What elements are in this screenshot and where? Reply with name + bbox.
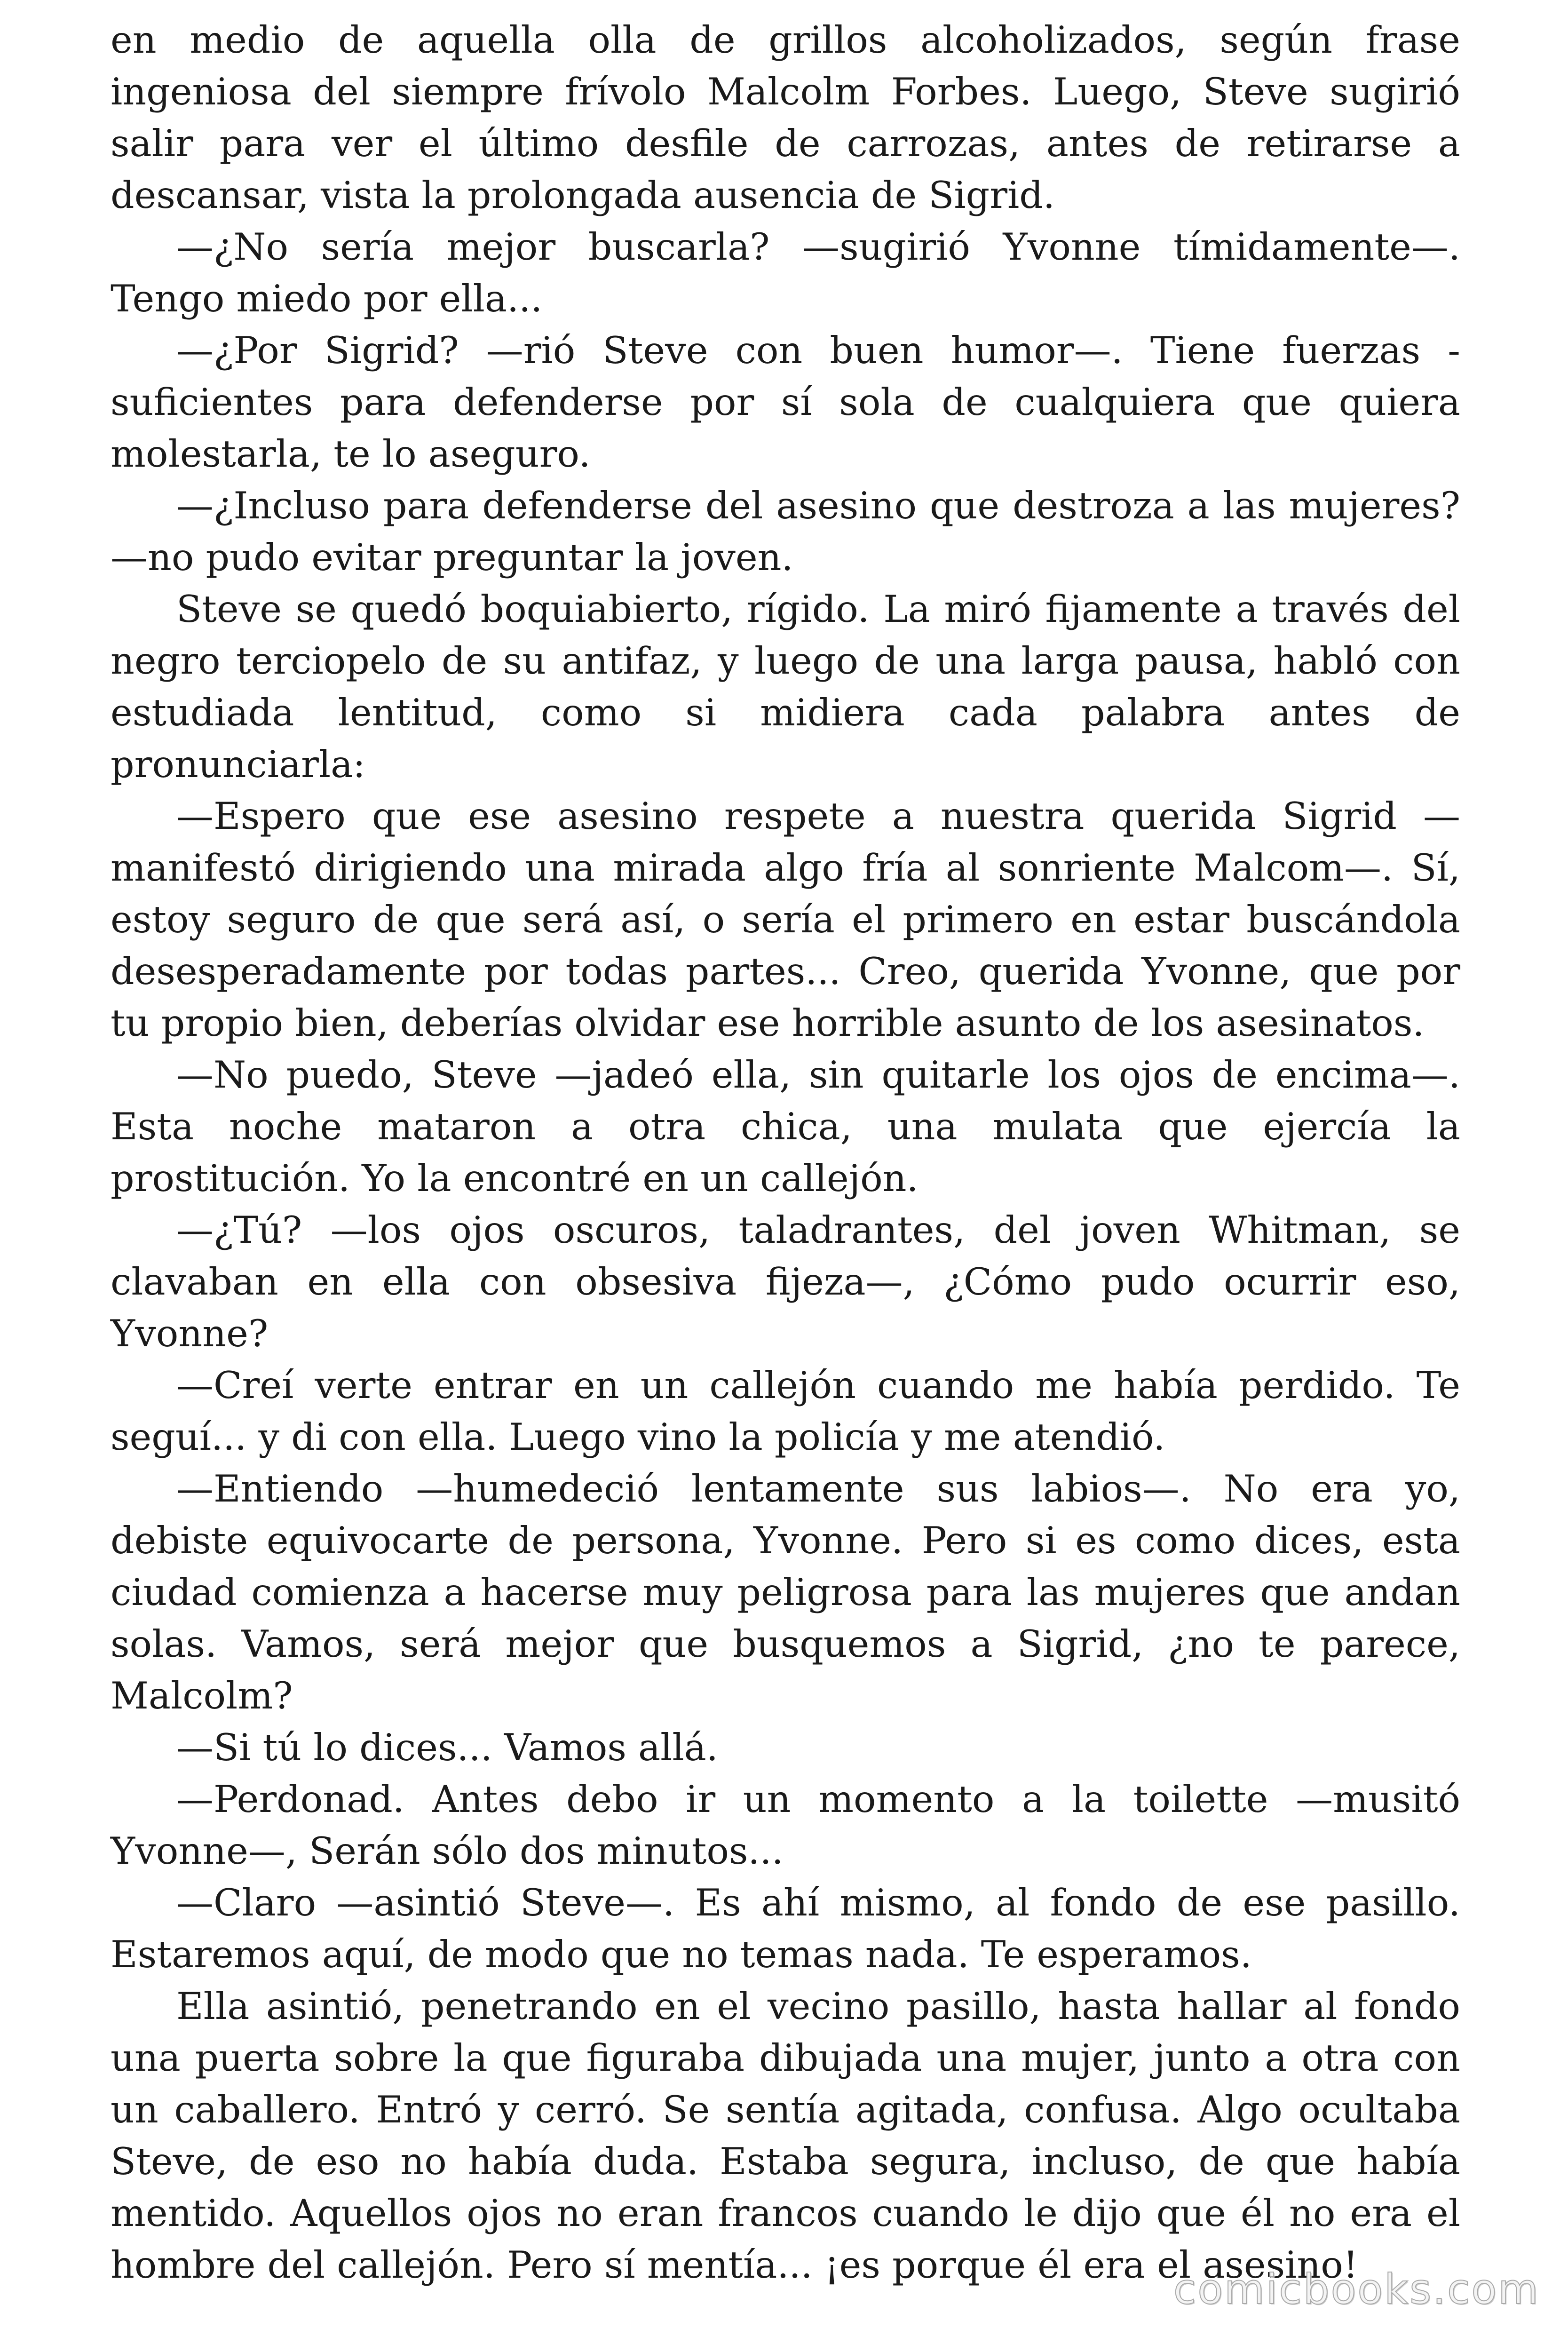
- book-page-text: [111, 14, 1460, 2291]
- paragraph: Steve se quedó boquiabierto, rígido. La miró fijamente a través del negro terciopelo de su antifaz, y luego de una larga pausa, habló con estudiada lentitud, como si midiera cada palabra antes de pronunciarla:: [111, 588, 1460, 786]
- paragraph: —¿Incluso para defenderse del asesino que destroza a las mujeres? —no pudo evitar preguntar la joven.: [111, 484, 1460, 579]
- paragraph: —Si tú lo dices... Vamos allá.: [176, 1726, 718, 1769]
- paragraph: —Perdonad. Antes debo ir un momento a la toilette —musitó Yvonne—, Serán sólo dos minutos...: [111, 1778, 1460, 1873]
- paragraph: —¿No sería mejor buscarla? —sugirió Yvonne tímidamente—. Tengo miedo por ella...: [111, 225, 1460, 320]
- paragraph: —¿Tú? —los ojos oscuros, taladrantes, del joven Whitman, se clavaban en ella con obsesiva fijeza—, ¿Cómo pudo ocurrir eso, Yvonne?: [111, 1208, 1460, 1355]
- paragraph: —No puedo, Steve —jadeó ella, sin quitarle los ojos de encima—. Esta noche mataron a otra chica, una mulata que ejercía la prostitución. Yo la encontré en un callejón.: [111, 1053, 1460, 1200]
- paragraph: —¿Por Sigrid? —rió Steve con buen humor—. Tiene fuerzas - suficientes para defenderse por sí sola de cualquiera que quiera molestarla, te lo aseguro.: [111, 329, 1460, 476]
- paragraph: —Entiendo —humedeció lentamente sus labios—. No era yo, debiste equivocarte de persona, Yvonne. Pero si es como dices, esta ciudad comienza a hacerse muy peligrosa para las mujeres que andan solas. Vamos, será mejor que busquemos a Sigrid, ¿no te parece, Malcolm?: [111, 1467, 1460, 1717]
- watermark-text: comicbooks.com: [1173, 2265, 1540, 2313]
- paragraph: —Espero que ese asesino respete a nuestra querida Sigrid — manifestó dirigiendo una mirada algo fría al sonriente Malcom—. Sí, estoy seguro de que será así, o sería el primero en estar buscándola desesperadamente por todas partes... Creo, querida Yvonne, que por tu propio bien, deberías olvidar ese horrible asunto de los asesinatos.: [111, 795, 1460, 1045]
- paragraph: en medio de aquella olla de grillos alcoholizados, según frase ingeniosa del siempre frívolo Malcolm Forbes. Luego, Steve sugirió salir para ver el último desfile de carrozas, antes de retirarse a descansar, vista la prolongada ausencia de Sigrid.: [111, 18, 1460, 217]
- paragraph: —Claro —asintió Steve—. Es ahí mismo, al fondo de ese pasillo. Estaremos aquí, de modo que no temas nada. Te esperamos.: [111, 1881, 1460, 1976]
- paragraph: Ella asintió, penetrando en el vecino pasillo, hasta hallar al fondo una puerta sobre la que figuraba dibujada una mujer, junto a otra con un caballero. Entró y cerró. Se sentía agitada, confusa. Algo ocultaba Steve, de eso no había duda. Estaba segura, incluso, de que había mentido. Aquellos ojos no eran francos cuando le dijo que él no era el hombre del callejón. Pero sí mentía... ¡es porque él era el asesino!: [111, 1985, 1460, 2287]
- paragraph: —Creí verte entrar en un callejón cuando me había perdido. Te seguí... y di con ella. Luego vino la policía y me atendió.: [111, 1364, 1460, 1459]
